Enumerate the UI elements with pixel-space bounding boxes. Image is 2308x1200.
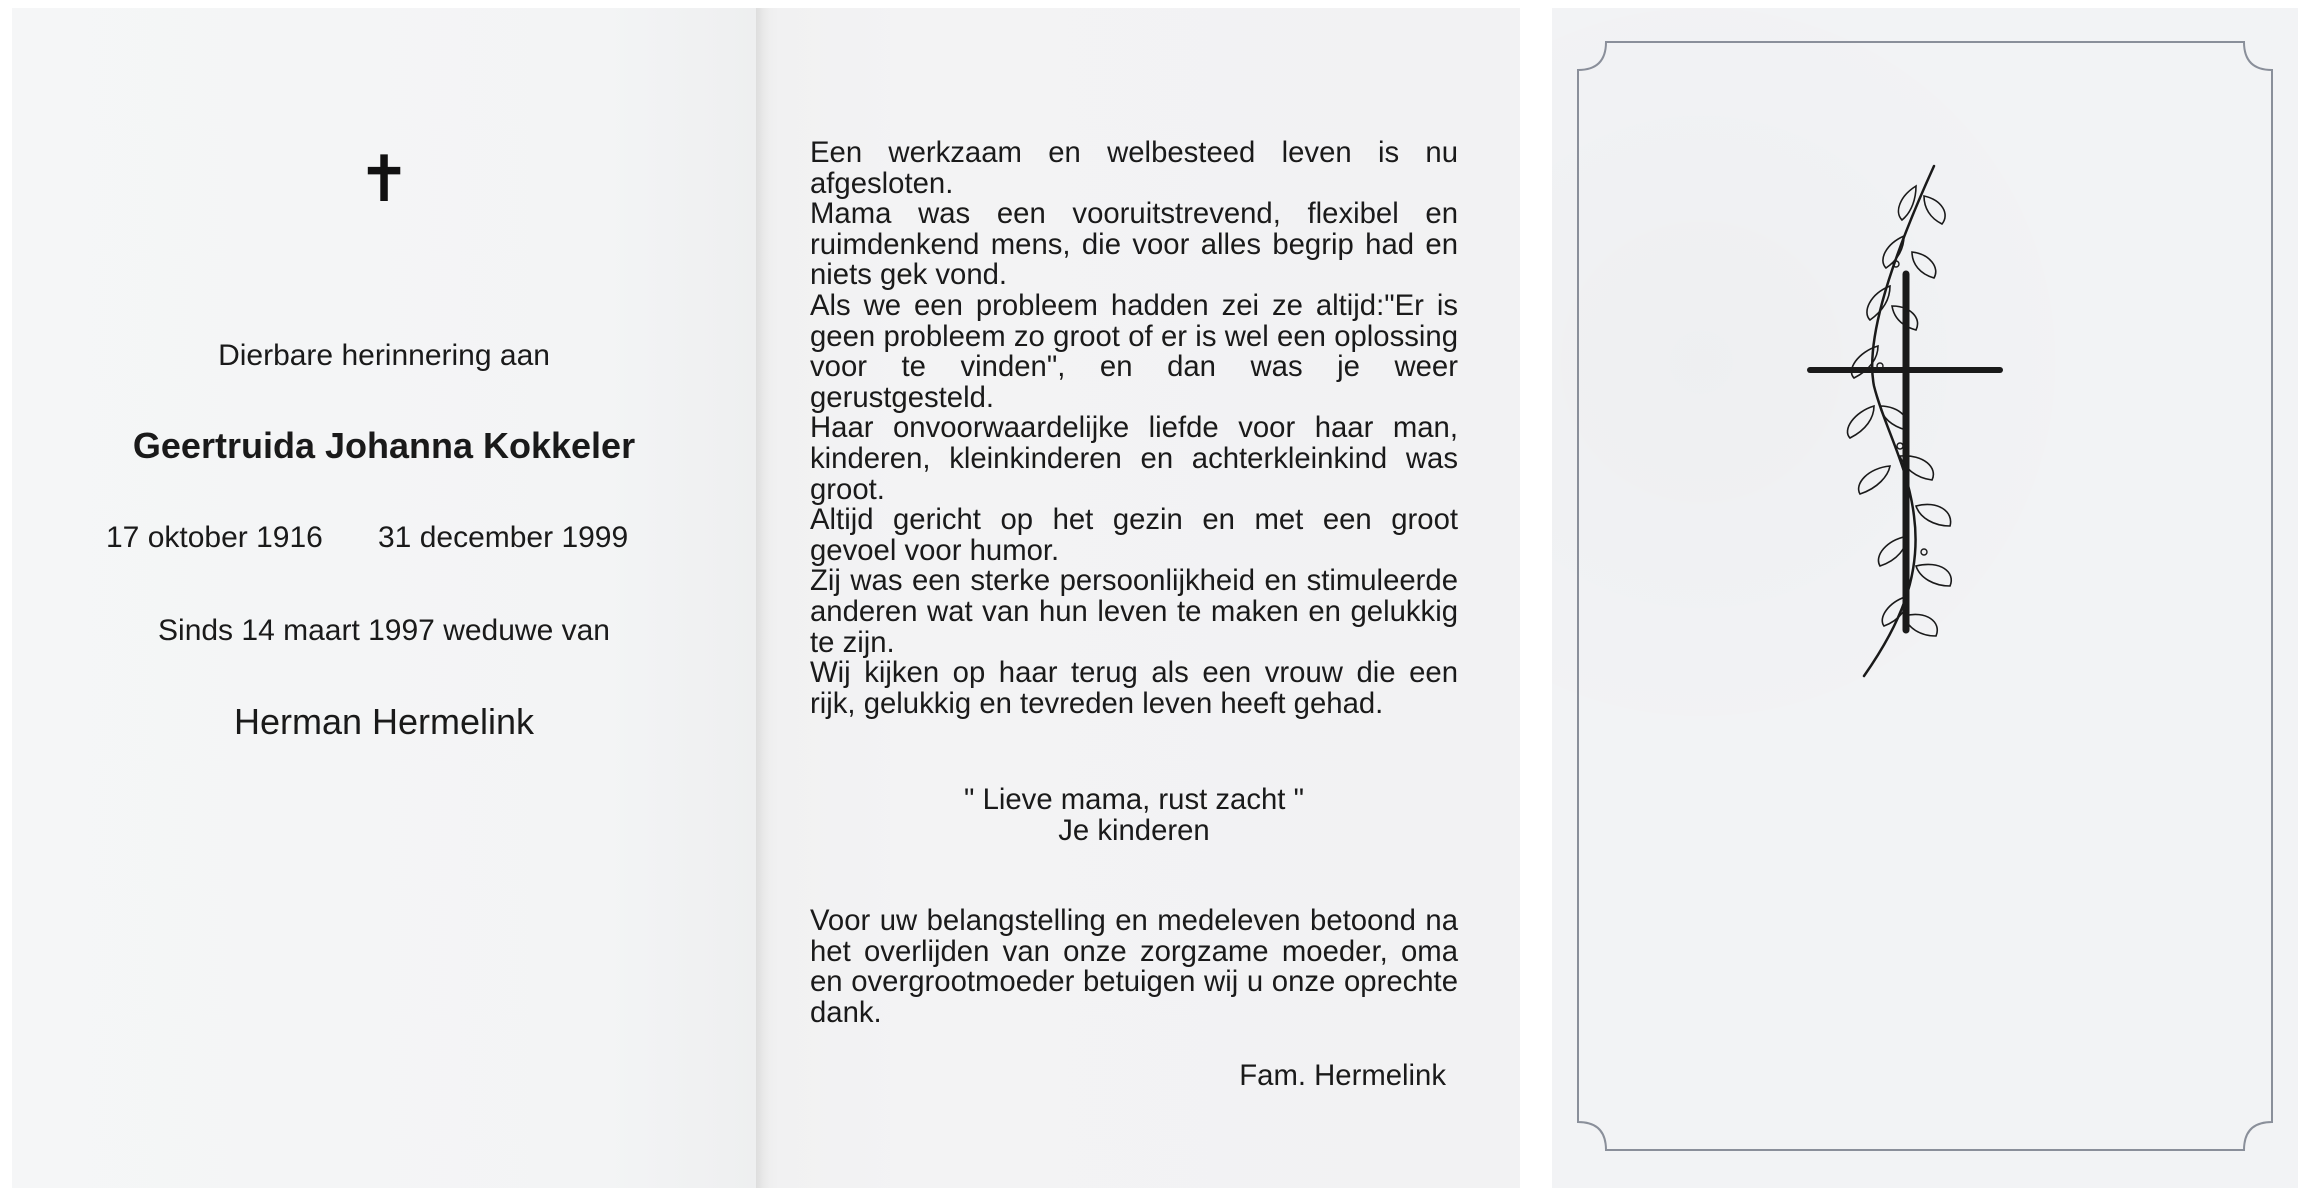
paragraph: Een werkzaam en welbesteed leven is nu afgesloten. [810,136,1458,200]
motto [810,784,1458,846]
paragraph: Als we een probleem hadden zei ze altijd:"Er is geen probleem zo groot of er is wel een oplossing voor te vinden", en dan was je weer gerustgesteld. [810,288,1458,414]
paragraph: Zij was een sterke persoonlijkheid en stimuleerde anderen wat van hun leven te maken en gelukkig te zijn. [810,564,1458,659]
intro-line: Dierbare herinnering aan [218,339,550,372]
paragraph: Mama was een vooruitstrevend, flexibel en ruimdenkend mens, die voor alles begrip had en niets gek vond. [810,197,1458,292]
paragraph: Haar onvoorwaardelijke liefde voor haar man, kinderen, kleinkinderen en achterkleinkind was groot. [810,411,1458,506]
date-of-death: 31 december 1999 [378,521,629,554]
fold-crease [756,8,770,1188]
date-of-birth: 17 oktober 1916 [106,521,323,554]
thanks-paragraph: Voor uw belangstelling en medeleven betoond na het overlijden van onze zorgzame moeder, oma en overgrootmoeder betuigen wij u onze oprechte dank. [810,904,1458,1029]
memorial-text [810,138,1458,719]
card-cover [1552,8,2298,1188]
paragraph: Wij kijken op haar terug als een vrouw die een rijk, gelukkig en tevreden leven heeft gehad. [810,656,1458,720]
paragraph: Altijd gericht op het gezin en met een groot gevoel voor humor. [810,503,1458,567]
cross-icon: ✝ [357,143,411,217]
signature: Fam. Hermelink [1239,1059,1446,1092]
spouse-name: Herman Hermelink [233,701,535,742]
left-panel-content [12,8,756,1188]
cross-branch-icon [1804,156,2004,686]
deceased-name: Geertruida Johanna Kokkeler [132,425,636,466]
motto-line: " Lieve mama, rust zacht " [964,783,1304,816]
widow-line: Sinds 14 maart 1997 weduwe van [158,614,610,647]
motto-attribution: Je kinderen [1058,814,1210,847]
